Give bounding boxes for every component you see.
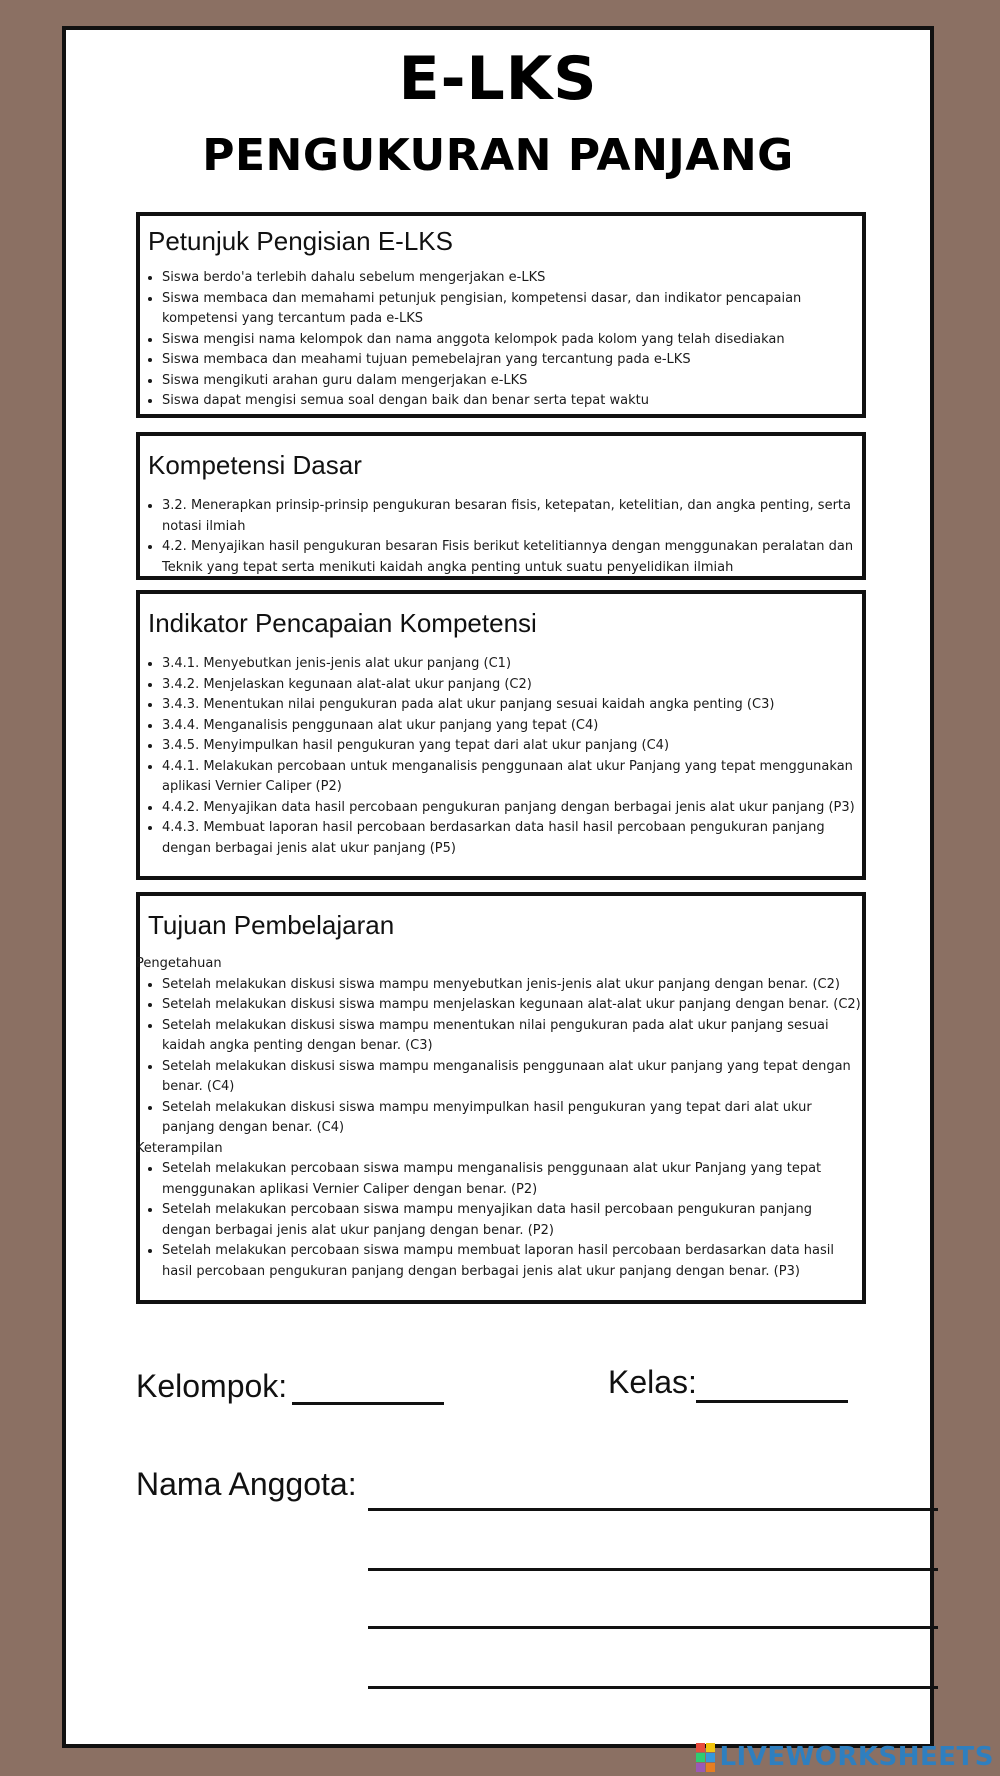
list-item: • 4.2. Menyajikan hasil pengukuran besaran Fisis berikut ketelitiannya dengan menggunakan peralatan dan Teknik yang tepat serta menikuti kaidah angka penting untuk suatu penyelidikan ilmiah [162,537,862,578]
list-item: • 3.4.3. Menentukan nilai pengukuran pada alat ukur panjang sesuai kaidah angka penting (C3) [162,695,862,716]
list-item: • 4.4.1. Melakukan percobaan untuk menganalisis penggunaan alat ukur Panjang yang tepat menggunakan aplikasi Vernier Caliper (P2) [162,757,862,798]
list-item: • 3.2. Menerapkan prinsip-prinsip pengukuran besaran fisis, ketepatan, ketelitian, dan angka penting, serta notasi ilmiah [162,496,862,537]
page-title: E-LKS [398,44,598,114]
indicator-list [140,654,862,859]
anggota-input-1[interactable] [368,1508,938,1511]
list-item: • 3.4.2. Menjelaskan kegunaan alat-alat ukur panjang (C2) [162,675,862,696]
list-item: • Setelah melakukan diskusi siswa mampu menyimpulkan hasil pengukuran yang tepat dari alat ukur panjang dengan benar. (C4) [162,1098,862,1139]
section-heading: Indikator Pencapaian Kompetensi [148,608,537,638]
worksheet-page [62,26,934,1748]
anggota-input-4[interactable] [368,1686,938,1689]
kelompok-label: Kelompok: [136,1368,288,1404]
list-item: • Setelah melakukan diskusi siswa mampu menganalisis penggunaan alat ukur panjang yang tepat dengan benar. (C4) [162,1057,862,1098]
kelas-label: Kelas: [608,1364,697,1400]
list-item: • Siswa mengikuti arahan guru dalam mengerjakan e-LKS [162,371,862,392]
list-item: • 4.4.2. Menyajikan data hasil percobaan pengukuran panjang dengan berbagai jenis alat ukur panjang (P3) [162,798,862,819]
instruction-list [140,268,862,412]
section-heading: Kompetensi Dasar [148,450,362,480]
list-item: • Setelah melakukan percobaan siswa mampu menganalisis penggunaan alat ukur Panjang yang tepat menggunakan aplikasi Vernier Caliper dengan benar. (P2) [162,1159,862,1200]
list-item: • Setelah melakukan diskusi siswa mampu menjelaskan kegunaan alat-alat ukur panjang dengan benar. (C2) [162,995,862,1016]
competency-list [140,496,862,578]
liveworksheets-logo-icon [696,1743,715,1772]
list-item: • Siswa berdo'a terlebih dahalu sebelum mengerjakan e-LKS [162,268,862,289]
kelas-input[interactable] [696,1400,848,1403]
kompetensi-section [136,432,866,580]
liveworksheets-watermark [696,1742,994,1772]
indikator-section [136,590,866,880]
nama-anggota-label: Nama Anggota: [136,1466,357,1502]
list-item: • 3.4.5. Menyimpulkan hasil pengukuran yang tepat dari alat ukur panjang (C4) [162,736,862,757]
list-item: • Siswa dapat mengisi semua soal dengan baik dan benar serta tepat waktu [162,391,862,412]
list-item: • Setelah melakukan diskusi siswa mampu menyebutkan jenis-jenis alat ukur panjang dengan benar. (C2) [162,975,862,996]
tujuan-section [136,892,866,1304]
kelompok-input[interactable] [292,1402,444,1405]
anggota-input-2[interactable] [368,1568,938,1571]
list-item: • Siswa membaca dan memahami petunjuk pengisian, kompetensi dasar, dan indikator pencapaian kompetensi yang tercantum pada e-LKS [162,289,862,330]
keterampilan-list [140,1159,862,1282]
list-item: • 3.4.4. Menganalisis penggunaan alat ukur panjang yang tepat (C4) [162,716,862,737]
list-item: • 3.4.1. Menyebutkan jenis-jenis alat ukur panjang (C1) [162,654,862,675]
section-heading: Tujuan Pembelajaran [148,910,395,940]
list-item: • Setelah melakukan diskusi siswa mampu menentukan nilai pengukuran pada alat ukur panjang sesuai kaidah angka penting dengan benar. (C3) [162,1016,862,1057]
pengetahuan-label: Pengetahuan [136,956,222,971]
list-item: • 4.4.3. Membuat laporan hasil percobaan berdasarkan data hasil hasil percobaan pengukuran panjang dengan berbagai jenis alat ukur panjang (P5) [162,818,862,859]
keterampilan-label: Keterampilan [136,1140,223,1156]
pengetahuan-list [140,975,862,1139]
anggota-input-3[interactable] [368,1626,938,1629]
page-subtitle: PENGUKURAN PANJANG [202,130,794,181]
section-heading: Petunjuk Pengisian E-LKS [148,226,453,256]
list-item: • Setelah melakukan percobaan siswa mampu menyajikan data hasil percobaan pengukuran panjang dengan berbagai jenis alat ukur panjang dengan benar. (P2) [162,1200,862,1241]
petunjuk-section [136,212,866,418]
list-item: • Siswa mengisi nama kelompok dan nama anggota kelompok pada kolom yang telah disediakan [162,330,862,351]
list-item: • Setelah melakukan percobaan siswa mampu membuat laporan hasil percobaan berdasarkan data hasil hasil percobaan pengukuran panjang dengan berbagai jenis alat ukur panjang dengan benar. (P3) [162,1241,862,1282]
list-item: • Siswa membaca dan meahami tujuan pemebelajran yang tercantung pada e-LKS [162,350,862,371]
watermark-text: LIVEWORKSHEETS [719,1742,994,1772]
